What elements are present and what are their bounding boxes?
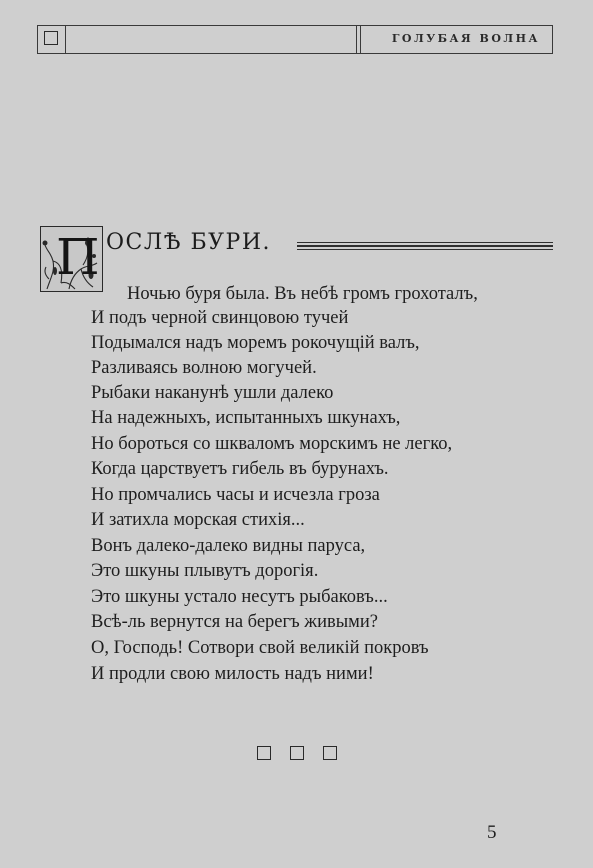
poem-line: Вонъ далеко-далеко видны паруса,	[91, 536, 366, 556]
poem-line: И продли свою милость надъ ними!	[91, 664, 374, 684]
poem-line: Всѣ-ль вернутся на берегъ живыми?	[91, 612, 378, 632]
title-rule-middle	[297, 245, 553, 247]
header-divider	[360, 26, 361, 53]
poem-line: О, Господь! Сотвори свой великій покровъ	[91, 638, 429, 658]
page-number: 5	[487, 822, 497, 843]
header-divider	[356, 26, 357, 53]
poem-line: Это шкуны плывутъ дорогія.	[91, 561, 319, 581]
header-title: ГОЛУБАЯ ВОЛНА	[391, 32, 540, 45]
title-rule-top	[297, 242, 553, 243]
header-divider	[65, 26, 66, 53]
poem-line: Ночью буря была. Въ небѣ громъ грохоталъ,	[127, 284, 478, 304]
poem-line: И затихла морская стихія...	[91, 510, 305, 530]
running-header	[37, 25, 553, 54]
poem-line: Но промчались часы и исчезла гроза	[91, 485, 380, 505]
poem-line: Разливаясь волною могучей.	[91, 358, 317, 378]
end-ornament-box	[290, 746, 304, 760]
poem-line: Но бороться со шкваломъ морскимъ не легко,	[91, 434, 453, 454]
poem-line: Подымался надъ моремъ рокочущій валъ,	[91, 333, 420, 353]
poem-line: И подъ черной свинцовою тучей	[91, 308, 349, 328]
illuminated-drop-cap	[40, 226, 103, 292]
poem-title: ОСЛѢ БУРИ.	[106, 230, 272, 255]
title-rule-bottom	[297, 249, 553, 250]
poem-line: Рыбаки наканунѣ ушли далеко	[91, 383, 334, 403]
poem-line: Это шкуны устало несутъ рыбаковъ...	[91, 587, 388, 607]
drop-cap-letter: П	[56, 228, 100, 286]
poem-line: На надежныхъ, испытанныхъ шкунахъ,	[91, 408, 401, 428]
poem-line: Когда царствуетъ гибель въ бурунахъ.	[91, 459, 389, 479]
end-ornament-box	[257, 746, 271, 760]
header-ornament-box	[44, 31, 58, 45]
end-ornament-box	[323, 746, 337, 760]
